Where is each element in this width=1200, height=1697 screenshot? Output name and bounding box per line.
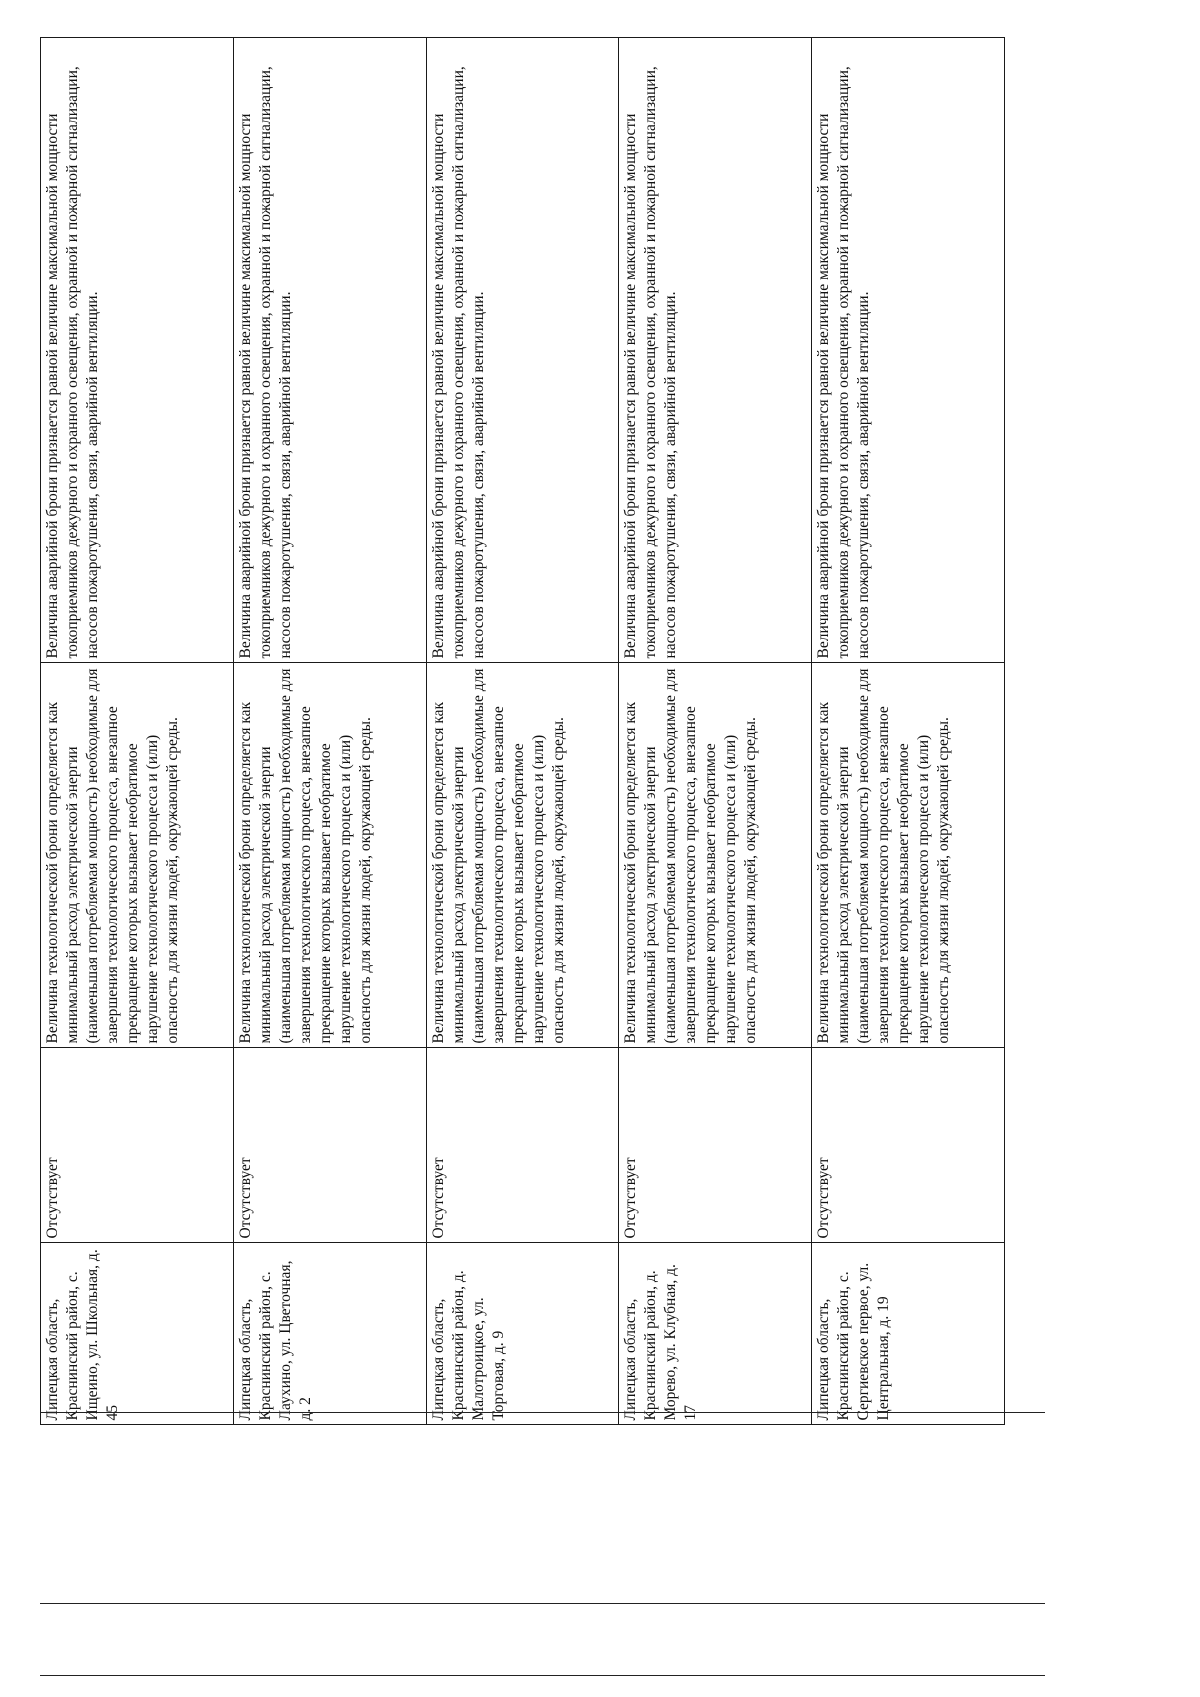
blank-cell bbox=[41, 1425, 234, 1675]
blank-cell bbox=[812, 1425, 1005, 1675]
tech-reserve-cell: Величина технологической брони определяется как минимальный расход электрической энергии (наименьшая потребляемая мощность) необходимые для завершения технологического процесса, внезапное прекращение которых вызывает необратимое нарушение технологического процесса и (или) опасность для жизни людей, окружающей среды. bbox=[41, 663, 234, 1048]
blank-cell bbox=[426, 1425, 619, 1675]
table-row bbox=[812, 38, 1005, 1675]
horizontal-rule bbox=[40, 1412, 1045, 1413]
emergency-reserve-cell: Величина аварийной брони признается равной величине максимальной мощности токоприемников дежурного и охранного освещения, охранной и пожарной сигнализации, насосов пожаротушения, связи, аварийной вентиляции. bbox=[41, 38, 234, 663]
blank-cell bbox=[233, 1425, 426, 1675]
table-row bbox=[233, 38, 426, 1675]
emergency-reserve-cell: Величина аварийной брони признается равной величине максимальной мощности токоприемников дежурного и охранного освещения, охранной и пожарной сигнализации, насосов пожаротушения, связи, аварийной вентиляции. bbox=[619, 38, 812, 663]
address-cell: Липецкая область, Краснинский район, д. Морево, ул. Клубная, д. 17 bbox=[619, 1243, 812, 1425]
emergency-reserve-cell: Величина аварийной брони признается равной величине максимальной мощности токоприемников дежурного и охранного освещения, охранной и пожарной сигнализации, насосов пожаротушения, связи, аварийной вентиляции. bbox=[426, 38, 619, 663]
table-row bbox=[426, 38, 619, 1675]
horizontal-rule bbox=[40, 1603, 1045, 1604]
tech-reserve-cell: Величина технологической брони определяется как минимальный расход электрической энергии (наименьшая потребляемая мощность) необходимые для завершения технологического процесса, внезапное прекращение которых вызывает необратимое нарушение технологического процесса и (или) опасность для жизни людей, окружающей среды. bbox=[426, 663, 619, 1048]
address-cell: Липецкая область, Краснинский район, с. Ищеино, ул. Школьная, д. 45 bbox=[41, 1243, 234, 1425]
address-cell: Липецкая область, Краснинский район, д. Малотроицкое, ул. Торговая, д. 9 bbox=[426, 1243, 619, 1425]
absent-cell: Отсутствует bbox=[233, 1048, 426, 1243]
absent-cell: Отсутствует bbox=[812, 1048, 1005, 1243]
blank-cell bbox=[619, 1425, 812, 1675]
table-row bbox=[619, 38, 812, 1675]
absent-cell: Отсутствует bbox=[41, 1048, 234, 1243]
emergency-reserve-cell: Величина аварийной брони признается равной величине максимальной мощности токоприемников дежурного и охранного освещения, охранной и пожарной сигнализации, насосов пожаротушения, связи, аварийной вентиляции. bbox=[812, 38, 1005, 663]
address-cell: Липецкая область, Краснинский район, с. Лаухино, ул. Цветочная, д. 2 bbox=[233, 1243, 426, 1425]
absent-cell: Отсутствует bbox=[619, 1048, 812, 1243]
horizontal-rule bbox=[40, 1675, 1045, 1676]
address-cell: Липецкая область, Краснинский район, с. Сергиевское первое, ул. Центральная, д. 19 bbox=[812, 1243, 1005, 1425]
table-row bbox=[41, 38, 234, 1675]
rotated-table-container bbox=[40, 38, 1005, 1675]
power-reserve-table bbox=[40, 38, 1005, 1676]
tech-reserve-cell: Величина технологической брони определяется как минимальный расход электрической энергии (наименьшая потребляемая мощность) необходимые для завершения технологического процесса, внезапное прекращение которых вызывает необратимое нарушение технологического процесса и (или) опасность для жизни людей, окружающей среды. bbox=[233, 663, 426, 1048]
absent-cell: Отсутствует bbox=[426, 1048, 619, 1243]
tech-reserve-cell: Величина технологической брони определяется как минимальный расход электрической энергии (наименьшая потребляемая мощность) необходимые для завершения технологического процесса, внезапное прекращение которых вызывает необратимое нарушение технологического процесса и (или) опасность для жизни людей, окружающей среды. bbox=[619, 663, 812, 1048]
tech-reserve-cell: Величина технологической брони определяется как минимальный расход электрической энергии (наименьшая потребляемая мощность) необходимые для завершения технологического процесса, внезапное прекращение которых вызывает необратимое нарушение технологического процесса и (или) опасность для жизни людей, окружающей среды. bbox=[812, 663, 1005, 1048]
emergency-reserve-cell: Величина аварийной брони признается равной величине максимальной мощности токоприемников дежурного и охранного освещения, охранной и пожарной сигнализации, насосов пожаротушения, связи, аварийной вентиляции. bbox=[233, 38, 426, 663]
